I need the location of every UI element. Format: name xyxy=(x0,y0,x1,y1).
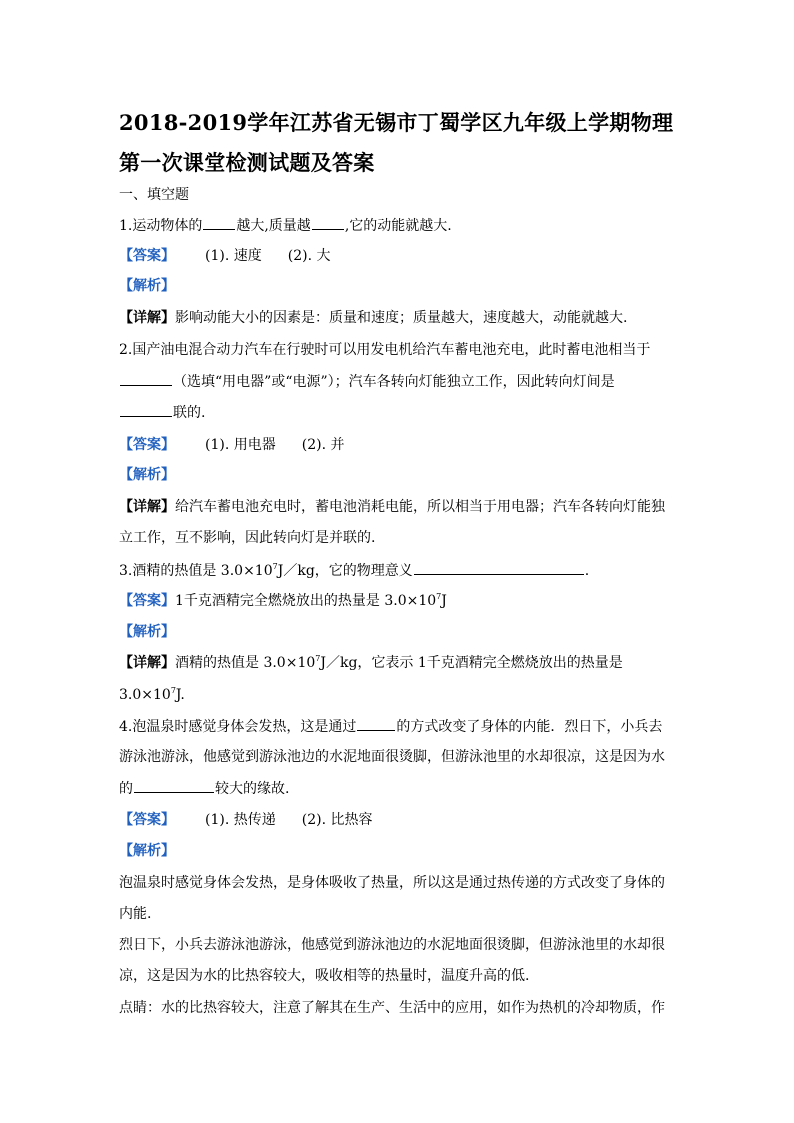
answer-tag: 【答案】 xyxy=(119,248,175,264)
q1-blank-2 xyxy=(312,215,344,230)
question-4-stem-line-3 xyxy=(119,778,679,799)
q2-text-b: （选填“用电器”或“电源”）；汽车各转向灯能独立工作，因此转向灯间是 xyxy=(173,374,615,390)
detail-tag: 【详解】 xyxy=(119,655,175,671)
q3-detail-exponent: 7 xyxy=(315,654,321,663)
q4-blank-2 xyxy=(134,778,214,793)
analysis-tag: 【解析】 xyxy=(119,624,175,640)
q3-detail-line2-exponent: 7 xyxy=(170,686,176,695)
analysis-tag: 【解析】 xyxy=(119,467,175,483)
question-2-answer xyxy=(119,435,679,455)
q3-detail-line2-a: 3.0×10 xyxy=(119,687,171,703)
q2-answer-1: (1). 用电器 xyxy=(205,437,276,453)
q3-answer-exponent: 7 xyxy=(436,592,442,601)
q3-detail-a: 酒精的热值是 3.0×10 xyxy=(175,655,316,671)
analysis-tag: 【解析】 xyxy=(119,843,175,859)
q4-blank-1 xyxy=(357,716,395,731)
question-4-answer xyxy=(119,810,679,830)
question-4-explanation-line-4: 凉，这是因为水的比热容较大，吸收相等的热量时，温度升高的低. xyxy=(119,968,530,984)
question-3-analysis xyxy=(119,622,679,642)
q3-answer-a: 1千克酒精完全燃烧放出的热量是 3.0×10 xyxy=(175,593,437,609)
question-2-stem-line-3 xyxy=(119,402,679,423)
answer-tag: 【答案】 xyxy=(119,593,175,609)
q3-blank-1 xyxy=(414,560,584,575)
question-2-stem-line-1: 2.国产油电混合动力汽车在行驶时可以用发电机给汽车蓄电池充电，此时蓄电池相当于 xyxy=(119,342,651,358)
q1-text-a: 1.运动物体的 xyxy=(119,218,203,234)
question-4-stem-line-1 xyxy=(119,716,679,737)
q2-detail-text-1: 给汽车蓄电池充电时，蓄电池消耗电能，所以相当于用电器；汽车各转向灯能独 xyxy=(175,499,665,515)
question-3-stem xyxy=(119,560,679,581)
q3-answer-b: J xyxy=(441,593,447,609)
q4-answer-1: (1). 热传递 xyxy=(205,812,276,828)
q3-text-a: 3.酒精的热值是 3.0×10 xyxy=(119,563,273,579)
analysis-tag: 【解析】 xyxy=(119,278,175,294)
question-3-detail-line-2 xyxy=(119,685,679,705)
question-4-explanation-line-3: 烈日下，小兵去游泳池游泳，他感觉到游泳池边的水泥地面很烫脚，但游泳池里的水却很 xyxy=(119,937,665,953)
q3-detail-line2-b: J. xyxy=(175,687,185,703)
q2-blank-2 xyxy=(120,402,172,417)
q3-text-b: J／kg，它的物理意义 xyxy=(277,563,413,579)
q4-text-b: 的方式改变了身体的内能．烈日下，小兵去 xyxy=(396,719,663,735)
question-2-analysis xyxy=(119,465,679,485)
q3-detail-b: J／kg，它表示 1千克酒精完全燃烧放出的热量是 xyxy=(320,655,623,671)
q4-text-d: 较大的缘故. xyxy=(215,781,290,797)
question-1-answer xyxy=(119,246,679,266)
document-title: 2018-2019学年江苏省无锡市丁蜀学区九年级上学期物理第一次课堂检测试题及答案 xyxy=(119,110,674,175)
q4-answer-2: (2). 比热容 xyxy=(301,812,373,828)
q1-text-c: ,它的动能就越大. xyxy=(344,218,452,234)
question-4-analysis xyxy=(119,841,679,861)
question-2-detail-line-1 xyxy=(119,497,679,517)
q3-text-c: . xyxy=(584,563,590,579)
q1-detail-text: 影响动能大小的因素是：质量和速度；质量越大，速度越大，动能就越大. xyxy=(175,310,628,326)
q1-answer-1: (1). 速度 xyxy=(205,248,262,264)
question-4-explanation-line-5: 点睛：水的比热容较大，注意了解其在生产、生活中的应用，如作为热机的冷却物质，作 xyxy=(119,1000,665,1016)
question-2-detail-line-2: 立工作，互不影响，因此转向灯是并联的. xyxy=(119,530,376,546)
q2-text-c: 联的. xyxy=(173,405,206,421)
q1-blank-1 xyxy=(203,215,235,230)
section-heading: 一、填空题 xyxy=(119,187,189,203)
question-1-analysis xyxy=(119,276,679,296)
question-1-stem xyxy=(119,215,679,236)
answer-tag: 【答案】 xyxy=(119,437,175,453)
question-4-explanation-line-2: 内能. xyxy=(119,906,152,922)
q3-exponent: 7 xyxy=(272,562,278,571)
q1-answer-2: (2). 大 xyxy=(287,248,331,264)
q2-answer-2: (2). 并 xyxy=(301,437,345,453)
q4-text-c: 的 xyxy=(119,781,133,797)
answer-tag: 【答案】 xyxy=(119,812,175,828)
question-3-detail-line-1 xyxy=(119,653,679,673)
question-3-answer xyxy=(119,591,679,611)
detail-tag: 【详解】 xyxy=(119,310,175,326)
detail-tag: 【详解】 xyxy=(119,499,175,515)
question-1-detail xyxy=(119,308,679,328)
question-4-stem-line-2: 游泳池游泳，他感觉到游泳池边的水泥地面很烫脚，但游泳池里的水却很凉，这是因为水 xyxy=(119,749,665,765)
question-2-stem-line-2 xyxy=(119,371,679,392)
q1-text-b: 越大,质量越 xyxy=(236,218,311,234)
q2-blank-1 xyxy=(120,371,172,386)
q4-text-a: 4.泡温泉时感觉身体会发热，这是通过 xyxy=(119,719,357,735)
question-4-explanation-line-1: 泡温泉时感觉身体会发热，是身体吸收了热量，所以这是通过热传递的方式改变了身体的 xyxy=(119,875,665,891)
